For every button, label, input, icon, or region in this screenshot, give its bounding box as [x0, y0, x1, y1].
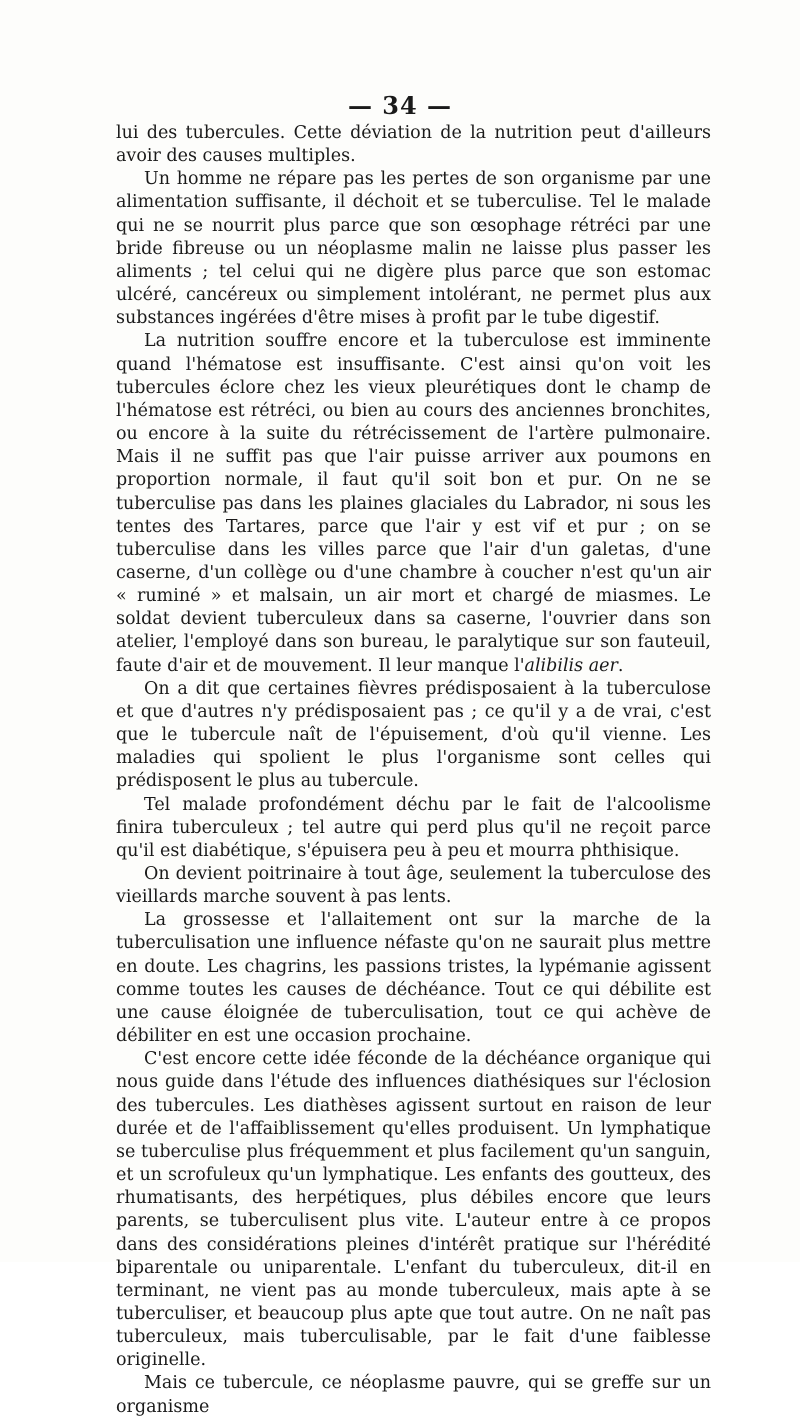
paragraph-alimentation: Un homme ne répare pas les pertes de son organisme par une alimentation suffisante, il déchoit et se tuberculise. Tel le malade qui ne se nourrit plus parce que son œsophage rétréci par une bride fibreuse ou un néoplasme malin ne laisse plus passer les aliments ; tel celui qui ne digère plus parce que son estomac ulcéré, cancéreux ou simplement intolérant, ne permet plus aux substances ingérées d'être mises à profit par le tube digestif.	[116, 169, 711, 329]
paragraph-age: On devient poitrinaire à tout âge, seulement la tuberculose des vieillards marche souvent à pas lents.	[116, 864, 711, 908]
paragraph-grossesse: La grossesse et l'allaitement ont sur la marche de la tuberculisation une influence néfaste qu'on ne saurait plus mettre en doute. Les chagrins, les passions tristes, la lypémanie agissent comme toutes les causes de déchéance. Tout ce qui débilite est une cause éloignée de tuberculisation, tout ce qui achève de débiliter en est une occasion prochaine.	[116, 910, 711, 1047]
page-number: — 34 —	[347, 91, 453, 120]
paragraph-neoplasme: Mais ce tubercule, ce néoplasme pauvre, qui se greffe sur un organisme	[116, 1373, 711, 1417]
paragraph-alcoolisme: Tel malade profondément déchu par le fait de l'alcoolisme finira tuberculeux ; tel autre qui perd plus qu'il ne reçoit parce qu'il est diabétique, s'épuisera peu à peu et mourra phthisique.	[116, 794, 711, 861]
paragraph-fievres: On a dit que certaines fièvres prédisposaient à la tuberculose et que d'autres n'y prédisposaient pas ; ce qu'il y a de vrai, c'est que le tubercule naît de l'épuisement, d'où qu'il vienne. Les maladies qui spolient le plus l'organisme sont celles qui prédisposent le plus au tubercule.	[116, 678, 711, 792]
paragraph-continuation: lui des tubercules. Cette déviation de la nutrition peut d'ailleurs avoir des causes multiples.	[116, 123, 711, 167]
paragraph-hematose: La nutrition souffre encore et la tuberculose est imminente quand l'hématose est insuffisante. C'est ainsi qu'on voit les tubercules éclore chez les vieux pleurétiques dont le champ de l'hématose est rétréci, ou bien au cours des anciennes bronchites, ou encore à la suite du rétrécissement de l'artère pulmonaire. Mais il ne suffit pas que l'air puisse arriver aux poumons en proportion normale, il faut qu'il soit bon et pur. On ne se tuberculise pas dans les plaines glaciales du Labrador, ni sous les tentes des Tartares, parce que l'air y est vif et pur ; on se tuberculise dans les villes parce que l'air d'un galetas, d'une caserne, d'un collège ou d'une chambre à coucher n'est qu'un air « ruminé » et malsain, un air mort et chargé de miasmes. Le soldat devient tuberculeux dans sa caserne, l'ouvrier dans son atelier, l'employé dans son bureau, le paralytique sur son fauteuil, faute d'air et de mouvement. Il leur manque l'alibilis aer.	[116, 331, 711, 676]
paragraph-diatheses: C'est encore cette idée féconde de la déchéance organique qui nous guide dans l'étude des influences diathésiques sur l'éclosion des tubercules. Les diathèses agissent surtout en raison de leur durée et de l'affaiblissement qu'elles produisent. Un lymphatique se tuberculise plus fréquemment et plus facilement qu'un sanguin, et un scrofuleux qu'un lymphatique. Les enfants des goutteux, des rhumatisants, des herpétiques, plus débiles encore que leurs parents, se tuberculisent plus vite. L'auteur entre à ce propos dans des considérations pleines d'intérêt pratique sur l'hérédité biparentale ou uniparentale. L'enfant du tuberculeux, dit-il en terminant, ne vient pas au monde tuberculeux, mais apte à se tuberculiser, et beaucoup plus apte que tout autre. On ne naît pas tuberculeux, mais tuberculisable, par le fait d'une faiblesse originelle.	[116, 1049, 711, 1371]
latin-phrase: alibilis aer	[524, 655, 618, 676]
body-text	[116, 122, 711, 1419]
